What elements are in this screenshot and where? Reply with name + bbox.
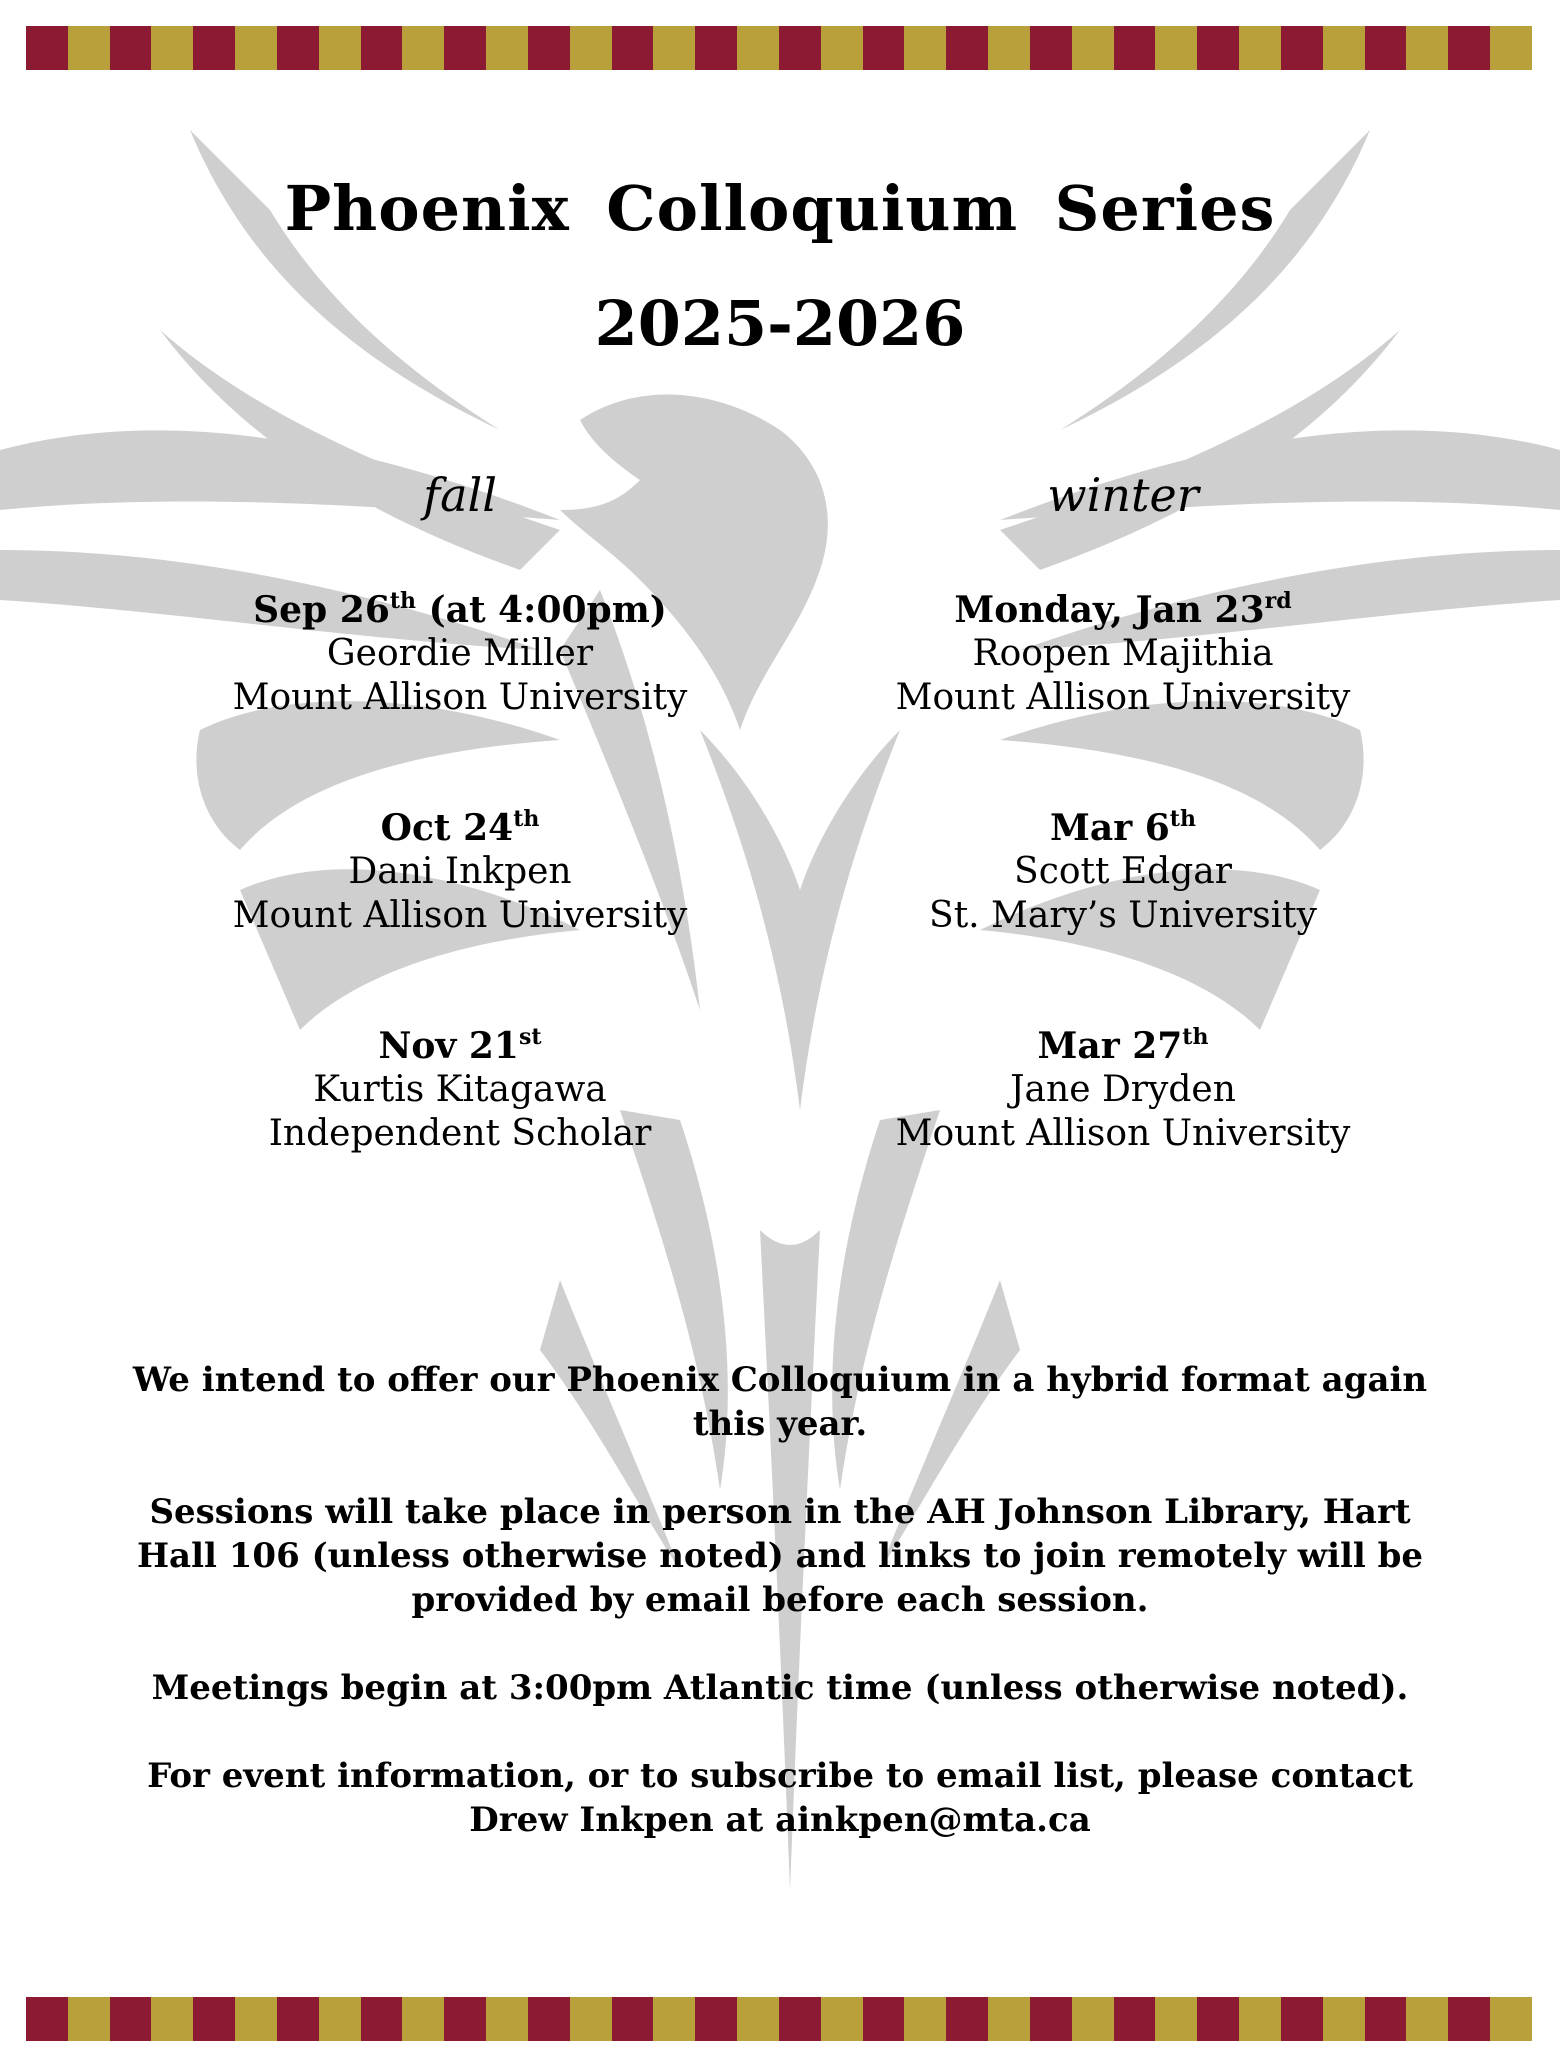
stripe-segment: [1448, 26, 1490, 70]
contact-note: For event information, or to subscribe to email list, please contact Drew Inkpen at ainkpen@mta.ca: [147, 1756, 1413, 1840]
stripe-segment: [277, 26, 319, 70]
stripe-segment: [528, 1997, 570, 2041]
stripe-segment: [361, 26, 403, 70]
stripe-segment: [1365, 26, 1407, 70]
stripe-segment: [695, 1997, 737, 2041]
stripe-segment: [1114, 1997, 1156, 2041]
event-affiliation: Mount Allison University: [232, 895, 688, 936]
stripe-segment: [68, 26, 110, 70]
stripe-segment: [1323, 1997, 1365, 2041]
event-affiliation: Mount Allison University: [895, 1113, 1351, 1154]
stripe-segment: [1155, 1997, 1197, 2041]
stripe-segment: [1239, 26, 1281, 70]
info-notes: [130, 1358, 1430, 1886]
fall-event-1: [110, 588, 810, 720]
bottom-stripe-border: [26, 1997, 1532, 2041]
winter-event-2: [773, 806, 1473, 938]
stripe-segment: [779, 26, 821, 70]
stripe-segment: [1365, 1997, 1407, 2041]
event-speaker: Jane Dryden: [1010, 1069, 1236, 1110]
stripe-segment: [319, 26, 361, 70]
stripe-segment: [235, 1997, 277, 2041]
stripe-segment: [1448, 1997, 1490, 2041]
stripe-segment: [1030, 1997, 1072, 2041]
event-speaker: Geordie Miller: [326, 633, 594, 674]
stripe-segment: [737, 26, 779, 70]
sessions-location-note: Sessions will take place in person in the AH Johnson Library, Hart Hall 106 (unless otherwise noted) and links to join remotely will be provided by email before each session.: [136, 1492, 1424, 1620]
stripe-segment: [988, 26, 1030, 70]
stripe-segment: [653, 1997, 695, 2041]
stripe-segment: [1323, 26, 1365, 70]
event-date: Oct 24th: [380, 806, 540, 849]
event-date: Sep 26th (at 4:00pm): [253, 588, 667, 631]
stripe-segment: [193, 26, 235, 70]
winter-event-1: [773, 588, 1473, 720]
stripe-segment: [1281, 1997, 1323, 2041]
event-speaker: Dani Inkpen: [348, 851, 572, 892]
stripe-segment: [988, 1997, 1030, 2041]
stripe-segment: [1406, 26, 1448, 70]
stripe-segment: [1072, 26, 1114, 70]
stripe-segment: [26, 26, 68, 70]
stripe-segment: [1030, 26, 1072, 70]
event-date: Monday, Jan 23rd: [954, 588, 1292, 631]
stripe-segment: [1197, 1997, 1239, 2041]
winter-heading: winter: [1047, 468, 1199, 522]
page-subtitle-years: 2025-2026: [594, 287, 966, 360]
event-date: Mar 6th: [1050, 806, 1196, 849]
stripe-segment: [612, 26, 654, 70]
stripe-segment: [904, 26, 946, 70]
stripe-segment: [361, 1997, 403, 2041]
stripe-segment: [946, 26, 988, 70]
event-affiliation: Mount Allison University: [232, 677, 688, 718]
top-stripe-border: [26, 26, 1532, 70]
fall-heading: fall: [423, 468, 497, 522]
fall-event-3: [110, 1024, 810, 1156]
stripe-segment: [1114, 26, 1156, 70]
event-affiliation: Independent Scholar: [268, 1113, 652, 1154]
stripe-segment: [737, 1997, 779, 2041]
stripe-segment: [1490, 1997, 1532, 2041]
winter-event-3: [773, 1024, 1473, 1156]
stripe-segment: [528, 26, 570, 70]
stripe-segment: [110, 1997, 152, 2041]
stripe-segment: [193, 1997, 235, 2041]
stripe-segment: [319, 1997, 361, 2041]
stripe-segment: [946, 1997, 988, 2041]
stripe-segment: [1281, 26, 1323, 70]
stripe-segment: [486, 1997, 528, 2041]
stripe-segment: [1490, 26, 1532, 70]
stripe-segment: [1197, 26, 1239, 70]
stripe-segment: [821, 1997, 863, 2041]
hybrid-format-note: We intend to offer our Phoenix Colloquium in a hybrid format again this year.: [132, 1360, 1428, 1444]
stripe-segment: [486, 26, 528, 70]
stripe-segment: [235, 26, 277, 70]
event-date: Nov 21st: [378, 1024, 542, 1067]
page-title: Phoenix Colloquium Series: [284, 172, 1276, 245]
fall-event-2: [110, 806, 810, 938]
event-date: Mar 27th: [1037, 1024, 1209, 1067]
stripe-segment: [402, 1997, 444, 2041]
event-speaker: Kurtis Kitagawa: [313, 1069, 607, 1110]
stripe-segment: [402, 26, 444, 70]
stripe-segment: [1239, 1997, 1281, 2041]
stripe-segment: [612, 1997, 654, 2041]
stripe-segment: [570, 1997, 612, 2041]
stripe-segment: [821, 26, 863, 70]
stripe-segment: [151, 1997, 193, 2041]
stripe-segment: [863, 26, 905, 70]
meeting-time-note: Meetings begin at 3:00pm Atlantic time (unless otherwise noted).: [151, 1668, 1409, 1708]
stripe-segment: [653, 26, 695, 70]
stripe-segment: [110, 26, 152, 70]
stripe-segment: [1155, 26, 1197, 70]
stripe-segment: [1406, 1997, 1448, 2041]
stripe-segment: [1072, 1997, 1114, 2041]
stripe-segment: [444, 1997, 486, 2041]
stripe-segment: [68, 1997, 110, 2041]
stripe-segment: [863, 1997, 905, 2041]
stripe-segment: [570, 26, 612, 70]
stripe-segment: [151, 26, 193, 70]
event-affiliation: Mount Allison University: [895, 677, 1351, 718]
event-affiliation: St. Mary’s University: [929, 895, 1317, 936]
stripe-segment: [26, 1997, 68, 2041]
stripe-segment: [904, 1997, 946, 2041]
stripe-segment: [277, 1997, 319, 2041]
event-speaker: Scott Edgar: [1014, 851, 1232, 892]
stripe-segment: [444, 26, 486, 70]
stripe-segment: [779, 1997, 821, 2041]
event-speaker: Roopen Majithia: [972, 633, 1274, 674]
stripe-segment: [695, 26, 737, 70]
